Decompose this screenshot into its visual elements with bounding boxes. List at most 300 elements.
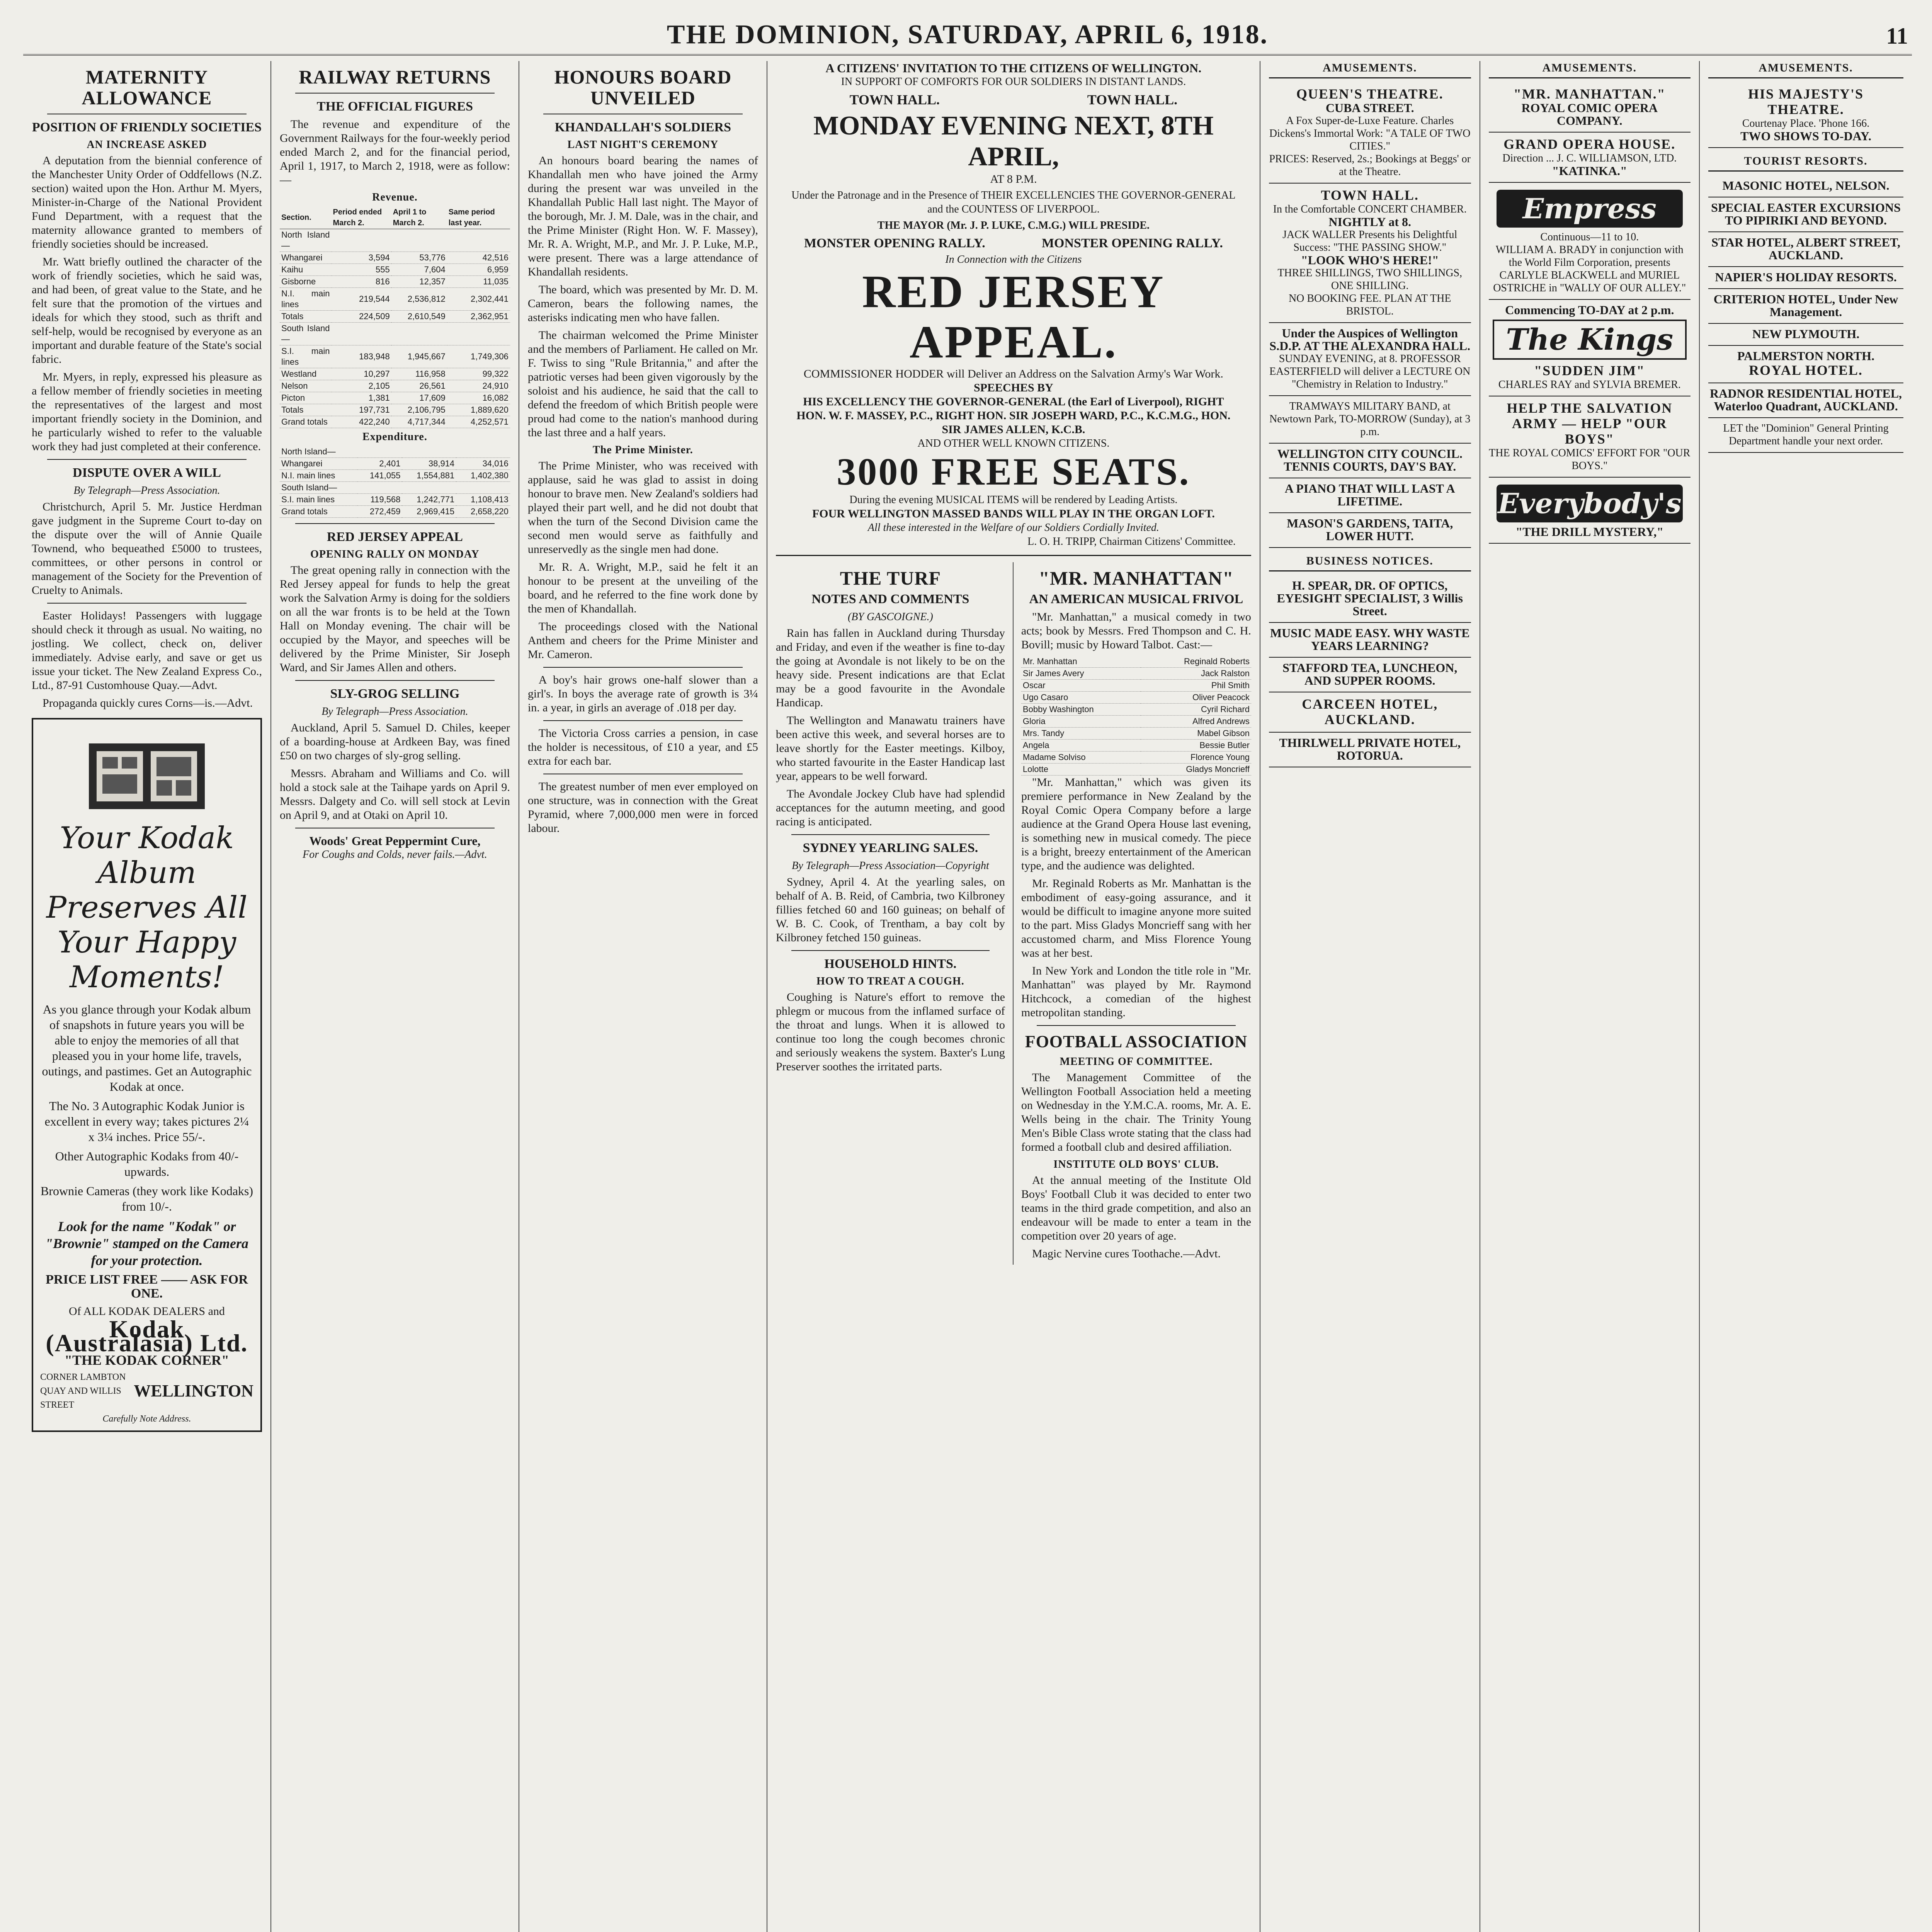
- table-row: [280, 506, 510, 518]
- table-row: [280, 288, 510, 311]
- kodak-brownie: Brownie Cameras (they work like Kodaks) from 10/-.: [40, 1184, 253, 1213]
- paragraph: The Wellington and Manawatu trainers have been active this week, and several horses are to leave shortly for the Easter meetings. Kilboy, who started favourite in the Easter Handicap last year, appears to be well forward.: [776, 714, 1005, 782]
- ad-title: HIS MAJESTY'S THEATRE.: [1748, 86, 1864, 117]
- ad-body: MUSIC MADE EASY. WHY WASTE YEARS LEARNING?: [1270, 626, 1470, 653]
- ad-body: WILLIAM A. BRADY in conjunction with the World Film Corporation, presents CARLYLE BLACKWELL and MURIEL OSTRICHE in "WALLY OF OUR ALLEY.": [1493, 244, 1686, 294]
- table-cell: Ugo Casaro: [1021, 692, 1141, 704]
- article-subtitle: NOTES AND COMMENTS: [811, 592, 969, 606]
- ad-subtitle: CUBA STREET.: [1325, 101, 1414, 115]
- article-title-maternity: MATERNITY ALLOWANCE: [82, 66, 212, 109]
- table-cell: 6,959: [447, 264, 510, 276]
- paragraph: Mr. R. A. Wright, M.P., said he felt it an honour to be present at the unveiling of the board, and he referred to the fine work done by the men of Khandallah.: [527, 561, 758, 615]
- ad-thirlwell: [1269, 733, 1471, 767]
- table-row: [280, 470, 510, 482]
- ad-title: ROYAL HOTEL.: [1749, 362, 1863, 378]
- ad-body: TRAMWAYS MILITARY BAND, at Newtown Park, TO-MORROW (Sunday), at 3 p.m.: [1269, 400, 1471, 438]
- article-title-turf: THE TURF: [840, 567, 941, 589]
- ad-empress: [1489, 183, 1691, 300]
- table-cell: 272,459: [357, 506, 402, 518]
- table-cell: Oliver Peacock: [1141, 692, 1251, 704]
- table-cell: Grand totals: [280, 416, 332, 428]
- divider: [295, 93, 495, 94]
- ad-his-majestys: [1708, 82, 1903, 148]
- table-cell: 7,604: [391, 264, 447, 276]
- table-cell: 219,544: [332, 288, 391, 311]
- ad-title: HELP THE SALVATION ARMY — HELP "OUR BOYS": [1507, 400, 1673, 447]
- table-cell: Alfred Andrews: [1141, 716, 1251, 728]
- table-cell: 2,969,415: [402, 506, 456, 518]
- table-row: [280, 380, 510, 392]
- commissioner-line: COMMISSIONER HODDER will Deliver an Address on the Salvation Army's War Work.: [803, 367, 1223, 380]
- table-cell: 53,776: [391, 252, 447, 264]
- column-6: [1260, 61, 1480, 1932]
- ad-piano: [1269, 478, 1471, 513]
- table-cell: Gladys Moncrieff: [1141, 764, 1251, 776]
- table-cell: 24,910: [447, 380, 510, 392]
- table-row: [280, 229, 510, 252]
- cast-row: [1021, 680, 1251, 692]
- table-cell: 116,958: [391, 368, 447, 380]
- ad-body: NEW PLYMOUTH.: [1752, 327, 1860, 341]
- masthead: [23, 12, 1912, 56]
- ad-spear: [1269, 575, 1471, 623]
- divider: [1037, 1025, 1236, 1026]
- rally-label: MONSTER OPENING RALLY.: [804, 236, 985, 250]
- paragraph: Auckland, April 5. Samuel D. Chiles, keeper of a boarding-house at Ardkeen Bay, was fined £50 on two charges of sly-grog selling.: [279, 721, 510, 762]
- rally-label: MONSTER OPENING RALLY.: [1041, 236, 1223, 250]
- cast-row: [1021, 740, 1251, 752]
- table-cell: Grand totals: [280, 506, 357, 518]
- table-cell: 1,945,667: [391, 345, 447, 368]
- section-heading: AMUSEMENTS.: [1489, 61, 1691, 78]
- table-cell: 119,568: [357, 494, 402, 506]
- ad-body: CHARLES RAY and SYLVIA BREMER.: [1498, 379, 1681, 391]
- ad-body: Commencing TO-DAY at 2 p.m.: [1505, 303, 1674, 317]
- table-cell: South Island—: [280, 482, 357, 494]
- ad-body: NO BOOKING FEE. PLAN AT THE BRISTOL.: [1288, 293, 1451, 317]
- article-title-will: DISPUTE OVER A WILL: [73, 466, 221, 480]
- ad-everybodys: [1489, 478, 1691, 544]
- cast-row: [1021, 728, 1251, 740]
- table-cell: 1,749,306: [447, 345, 510, 368]
- table-cell: Oscar: [1021, 680, 1141, 692]
- table-cell: S.I. main lines: [280, 345, 332, 368]
- kodak-headline: Your Kodak Album: [60, 821, 234, 890]
- table-cell: Bobby Washington: [1021, 704, 1141, 716]
- ad-title: "SUDDEN JIM": [1534, 363, 1645, 378]
- ad-body: Continuous—11 to 10.: [1540, 231, 1639, 243]
- kodak-corner: "THE KODAK CORNER": [64, 1352, 229, 1368]
- ad-body: SPECIAL EASTER EXCURSIONS TO PIPIRIKI AND BEYOND.: [1711, 201, 1901, 227]
- table-row: [280, 276, 510, 288]
- event-date: MONDAY EVENING NEXT, 8TH APRIL,: [813, 111, 1214, 172]
- table-cell: N.I. main lines: [280, 470, 357, 482]
- table-cell: 10,297: [332, 368, 391, 380]
- ad-body: NIGHTLY at 8.: [1328, 215, 1412, 229]
- paragraph: Messrs. Abraham and Williams and Co. will hold a stock sale at the Taihape yards on April 9. Messrs. Dalgety and Co. will sell stock at Levin on April 9, and at Otaki on April 10.: [279, 767, 510, 821]
- column-1: [23, 61, 271, 1932]
- table-cell: 11,035: [447, 276, 510, 288]
- table-cell: Gisborne: [280, 276, 332, 288]
- kodak-brand: Kodak (Australasia) Ltd.: [46, 1315, 248, 1357]
- ad-body: THE ROYAL COMICS' EFFORT FOR "OUR BOYS.": [1489, 447, 1690, 472]
- table-cell: 1,242,771: [402, 494, 456, 506]
- table-cell: 3,594: [332, 252, 391, 264]
- ad-body: "KATINKA.": [1552, 164, 1627, 178]
- table-cell: [391, 323, 447, 345]
- ad-radnor: [1708, 383, 1903, 418]
- table-cell: Nelson: [280, 380, 332, 392]
- table-cell: North Island—: [280, 229, 332, 252]
- column-2: [271, 61, 519, 1932]
- cast-row: [1021, 764, 1251, 776]
- table-cell: 555: [332, 264, 391, 276]
- paragraph: "Mr. Manhattan," a musical comedy in two acts; book by Messrs. Fred Thompson and C. H. Bovill; music by Howard Talbot. Cast:—: [1021, 611, 1251, 651]
- table-cell: Lolotte: [1021, 764, 1141, 776]
- article-subtitle: AN AMERICAN MUSICAL FRIVOL: [1029, 592, 1243, 606]
- article-subtitle: THE OFFICIAL FIGURES: [316, 99, 473, 114]
- article-subtitle: OPENING RALLY ON MONDAY: [310, 548, 480, 560]
- byline: By Telegraph—Press Association—Copyright: [792, 860, 989, 872]
- paragraph: Sydney, April 4. At the yearling sales, on behalf of A. B. Reid, of Cambria, two Kilbroney fillies fetched 60 and 160 guineas; on behalf of W. B. C. Cook, of Trentham, a bay colt by Kilbroney fetched 150 guineas.: [776, 876, 1005, 944]
- ad-body: A Fox Super-de-Luxe Feature. Charles Dickens's Immortal Work: "A TALE OF TWO CITIES.": [1269, 115, 1471, 152]
- ad-masonic: [1708, 175, 1903, 197]
- ad-body: PALMERSTON NORTH.: [1737, 349, 1875, 363]
- paragraph: An honours board bearing the names of Khandallah men who have joined the Army during the present war was unveiled in the Khandallah Public Hall last night. The Mayor of the borough, Mr. J. M. Dale, was in the chair, and the Prime Minister (Right Hon. W. F. Massey), Mr. R. A. Wright, M.P., and Mr. J. P. Luke, M.P., were present. There was a large attendance of Khandallah residents.: [527, 154, 758, 278]
- table-row: [280, 482, 510, 494]
- cast-row: [1021, 692, 1251, 704]
- ad-subtitle: Courtenay Place. 'Phone 166.: [1742, 117, 1870, 129]
- paragraph: "Mr. Manhattan," which was given its premiere performance in New Zealand by the Royal Comic Opera Company before a large audience at the Grand Opera House last evening, is something new in musical comedy. The piece is a bright, breezy entertainment of the American type, and the audience was delighted.: [1021, 776, 1251, 872]
- ad-body: SUNDAY EVENING, at 8. PROFESSOR EASTERFIELD will deliver a LECTURE ON "Chemistry in Relation to Industry.": [1269, 353, 1471, 390]
- column-3: [519, 61, 767, 1932]
- divider: [543, 667, 743, 668]
- section-heading: The Prime Minister.: [592, 444, 693, 456]
- cast-row: [1021, 716, 1251, 728]
- table-cell: Totals: [280, 404, 332, 416]
- table-cell: Whangarei: [280, 252, 332, 264]
- ad-body: NAPIER'S HOLIDAY RESORTS.: [1715, 270, 1897, 284]
- paragraph: Mr. Watt briefly outlined the character of the work of friendly societies, which he said was, and had been, of great value to the State, and he felt sure that the promotion of the virtues and ideals for which they stood, such as thrift and self-help, would be recognised by everyone as an important and durable feature of the State's social fabric.: [32, 255, 262, 366]
- paragraph: The Victoria Cross carries a pension, in case the holder is necessitous, of £10 a year, and £5 extra for each bar.: [527, 727, 758, 767]
- table-cell: 17,609: [391, 392, 447, 404]
- ad-title: Under the Auspices of Wellington S.D.P. AT THE ALEXANDRA HALL.: [1269, 326, 1471, 353]
- divider: [47, 603, 247, 604]
- table-cell: 42,516: [447, 252, 510, 264]
- kodak-other: Other Autographic Kodaks from 40/- upwards.: [55, 1149, 239, 1179]
- table-cell: 2,105: [332, 380, 391, 392]
- table-cell: 1,108,413: [456, 494, 510, 506]
- table-row: [280, 252, 510, 264]
- column-7: [1480, 61, 1700, 1932]
- signature: L. O. H. TRIPP, Chairman Citizens' Committee.: [1027, 536, 1236, 548]
- paragraph: The greatest number of men ever employed on one structure, was in connection with the Great Pyramid, where 7,000,000 men were in forced labour.: [527, 780, 758, 835]
- kodak-city: WELLINGTON: [134, 1381, 253, 1400]
- ad-title: CARCEEN HOTEL, AUCKLAND.: [1302, 696, 1438, 727]
- divider: [791, 950, 990, 951]
- mayor-line: THE MAYOR (Mr. J. P. LUKE, C.M.G.) WILL PRESIDE.: [877, 219, 1150, 231]
- paragraph: The chairman welcomed the Prime Minister and the members of Parliament. He called on Mr. F. Twiss to sing "Rule Britannia," and after the patriotic verses had been given vigorously by the soloist and his audience, he said that the call to defend the freedom of which British people were proud had come to the nation's manhood during the last three and a half years.: [527, 329, 758, 439]
- cast-row: [1021, 656, 1251, 668]
- table-caption: Expenditure.: [362, 431, 427, 443]
- ad-body: WELLINGTON CITY COUNCIL. TENNIS COURTS, DAY'S BAY.: [1277, 447, 1463, 473]
- ad-new-plymouth: [1708, 324, 1903, 346]
- ad-body: RADNOR RESIDENTIAL HOTEL, Waterloo Quadrant, AUCKLAND.: [1710, 386, 1902, 413]
- notice-easter: Easter Holidays! Passengers with luggage should check it through as usual. No waiting, no jostling. We collect, check on, deliver immediately. Advise early, and save or get us issue your ticket. The New Zealand Express Co., Ltd., 87-91 Customhouse Quay.—Advt.: [32, 609, 262, 692]
- table-cell: [357, 482, 402, 494]
- ad-tramways: [1269, 396, 1471, 444]
- table-cell: 2,362,951: [447, 311, 510, 323]
- ad-music: [1269, 623, 1471, 658]
- table-cell: 99,322: [447, 368, 510, 380]
- article-title-sydney: SYDNEY YEARLING SALES.: [803, 841, 978, 855]
- table-cell: 224,509: [332, 311, 391, 323]
- table-row: [280, 416, 510, 428]
- table-cell: 197,731: [332, 404, 391, 416]
- table-cell: Cyril Richard: [1141, 704, 1251, 716]
- table-cell: 816: [332, 276, 391, 288]
- table-cell: Angela: [1021, 740, 1141, 752]
- table-row: [280, 323, 510, 345]
- kodak-advertisement: [32, 718, 262, 1432]
- table-cell: 2,106,795: [391, 404, 447, 416]
- table-cell: 26,561: [391, 380, 447, 392]
- article-title-household: HOUSEHOLD HINTS.: [824, 957, 957, 971]
- cast-list: [1021, 656, 1251, 776]
- table-cell: [332, 229, 391, 252]
- article-subtitle: POSITION OF FRIENDLY SOCIETIES: [32, 120, 262, 134]
- table-row: [280, 368, 510, 380]
- kodak-note: Carefully Note Address.: [102, 1414, 191, 1424]
- paragraph: A deputation from the biennial conference of the Manchester Unity Order of Oddfellows (N.Z. section) waited upon the Hon. Arthur M. Myers, Minister-in-Charge of the National Provident Fund Department, with a request that the maternity allowance granted to members of friendly societies should be increased.: [32, 154, 262, 250]
- article-title-football: FOOTBALL ASSOCIATION: [1025, 1032, 1248, 1051]
- table-cell: 34,016: [456, 458, 510, 470]
- byline: By Telegraph—Press Association.: [73, 485, 220, 497]
- table-cell: 1,554,881: [402, 470, 456, 482]
- ad-subtitle: In the Comfortable CONCERT CHAMBER.: [1273, 203, 1467, 215]
- ad-body: MASONIC HOTEL, NELSON.: [1722, 179, 1889, 192]
- paragraph: Mr. Reginald Roberts as Mr. Manhattan is the embodiment of easy-going assurance, and it would be difficult to imagine anyone more suited to the part. Miss Gladys Moncrieff sang with her accustomed charm, and Miss Florence Young was at her best.: [1021, 877, 1251, 959]
- ad-title: TOWN HALL.: [1321, 187, 1419, 203]
- divider: [295, 523, 495, 524]
- ad-body: H. SPEAR, DR. OF OPTICS, EYESIGHT SPECIALIST, 3 Willis Street.: [1277, 578, 1463, 618]
- article-subtitle: MEETING OF COMMITTEE.: [1060, 1056, 1213, 1068]
- table-cell: 2,536,812: [391, 288, 447, 311]
- table-cell: 2,610,549: [391, 311, 447, 323]
- ad-tennis: [1269, 444, 1471, 478]
- table-cell: 2,401: [357, 458, 402, 470]
- ad-help-army: [1489, 396, 1691, 478]
- ad-title: "MR. MANHATTAN.": [1513, 86, 1666, 102]
- table-cell: Florence Young: [1141, 752, 1251, 764]
- article-subtitle: KHANDALLAH'S SOLDIERS: [554, 120, 731, 134]
- table-cell: North Island—: [280, 446, 357, 458]
- table-cell: 38,914: [402, 458, 456, 470]
- ad-star-hotel: [1708, 232, 1903, 267]
- paragraph: Christchurch, April 5. Mr. Justice Herdman gave judgment in the Supreme Court to-day on the dispute over the will of Annie Quaile Townend, who bequeathed £5000 to trustees, committees, or other persons in control or management of the Society for the Prevention of Cruelty to Animals.: [32, 500, 262, 597]
- kodak-headline: Preserves All: [46, 890, 248, 925]
- everybodys-logo: Everybody's: [1497, 485, 1683, 522]
- paragraph: The Management Committee of the Wellington Football Association held a meeting on Wednesday in the Y.M.C.A. rooms, Mr. A. E. Wells being in the chair. The Trinity Young Men's Bible Class wrote stating that the class had formed a football club and desired affiliation.: [1021, 1071, 1251, 1153]
- event-time: AT 8 P.M.: [990, 173, 1037, 185]
- paragraph: The revenue and expenditure of the Government Railways for the four-weekly period ended March 2, and for the financial period, April 1, 1917, to March 2, 1918, were as follow:—: [279, 118, 510, 186]
- speakers: HIS EXCELLENCY THE GOVERNOR-GENERAL (the Earl of Liverpool), RIGHT HON. W. F. MASSEY, P.C., RIGHT HON. SIR JOSEPH WARD, P.C., K.C.M.G., HON. SIR JAMES ALLEN, K.C.B.: [796, 395, 1231, 436]
- ad-kings: [1489, 300, 1691, 396]
- table-cell: Westland: [280, 368, 332, 380]
- kings-logo: The Kings: [1493, 320, 1687, 360]
- empress-logo: Empress: [1497, 190, 1683, 228]
- column-8: [1700, 61, 1912, 1932]
- table-caption: Revenue.: [372, 191, 418, 203]
- speeches-label: SPEECHES BY: [973, 381, 1053, 394]
- patronage: Under the Patronage and in the Presence of THEIR EXCELLENCIES THE GOVERNOR-GENERAL and the COUNTESS OF LIVERPOOL.: [791, 189, 1236, 215]
- ad-body: A PIANO THAT WILL LAST A LIFETIME.: [1284, 481, 1455, 508]
- kodak-body: As you glance through your Kodak album of snapshots in future years you will be able to enjoy the memories of all that pleased you in your home life, travels, outings, and pastimes. Get an Autographic Kodak at once.: [42, 1002, 252, 1094]
- page-title: THE DOMINION, SATURDAY, APRIL 6, 1918.: [667, 20, 1269, 49]
- article-subtitle: LAST NIGHT'S CEREMONY: [567, 139, 719, 151]
- table-cell: 16,082: [447, 392, 510, 404]
- connection-line: In Connection with the Citizens: [945, 253, 1082, 265]
- table-cell: South Island—: [280, 323, 332, 345]
- divider: [776, 555, 1251, 556]
- paragraph: Rain has fallen in Auckland during Thursday and Friday, and even if the weather is fine to-day the going at Avondale is not likely to be on the heavy side. Present indications are that Eclat may be a good favourite in the Avondale Handicap.: [776, 627, 1005, 709]
- divider: [791, 834, 990, 835]
- table-header: Same period last year.: [447, 206, 510, 229]
- article-title-manhattan: "MR. MANHATTAN": [1039, 567, 1234, 589]
- column-4-5: [767, 61, 1260, 1932]
- ad-dominion-printing: [1708, 418, 1903, 453]
- railway-revenue-table: [280, 206, 510, 428]
- byline: (BY GASCOIGNE.): [847, 611, 933, 623]
- table-cell: [402, 482, 456, 494]
- section-heading: TOURIST RESORTS.: [1708, 154, 1903, 172]
- table-cell: Totals: [280, 311, 332, 323]
- table-row: [280, 458, 510, 470]
- table-cell: Jack Ralston: [1141, 668, 1251, 680]
- ad-body: THIRLWELL PRIVATE HOTEL, ROTORUA.: [1279, 736, 1461, 762]
- table-cell: 12,357: [391, 276, 447, 288]
- ad-carceen: [1269, 692, 1471, 733]
- ad-mr-manhattan: [1489, 82, 1691, 133]
- invite-all: All these interested in the Welfare of our Soldiers Cordially Invited.: [867, 522, 1159, 534]
- table-row: [280, 404, 510, 416]
- kodak-price: PRICE LIST FREE —— ASK FOR ONE.: [46, 1272, 248, 1301]
- kodak-headline: Your Happy Moments!: [57, 925, 236, 995]
- table-cell: Madame Solviso: [1021, 752, 1141, 764]
- table-cell: [456, 446, 510, 458]
- table-cell: 183,948: [332, 345, 391, 368]
- table-cell: [402, 446, 456, 458]
- ad-body: TWO SHOWS TO-DAY.: [1740, 129, 1871, 143]
- byline: By Telegraph—Press Association.: [321, 706, 468, 718]
- ad-body: THREE SHILLINGS, TWO SHILLINGS, ONE SHILLING.: [1277, 267, 1463, 292]
- paragraph: The Prime Minister, who was received with applause, said he was glad to assist in doing honour to brave men. New Zealand's soldiers had played their part well, and he did not doubt that when the turn of the Second Division came the second men would serve as faithfully and unreservedly as the single men had done.: [527, 459, 758, 556]
- article-subtitle: INSTITUTE OLD BOYS' CLUB.: [1053, 1158, 1219, 1170]
- ad-body: "LOOK WHO'S HERE!": [1301, 253, 1439, 267]
- table-cell: Bessie Butler: [1141, 740, 1251, 752]
- table-cell: Kaihu: [280, 264, 332, 276]
- ad-subtitle: ROYAL COMIC OPERA COMPANY.: [1521, 101, 1658, 128]
- divider: [47, 459, 247, 460]
- table-row: [280, 494, 510, 506]
- hall-right: TOWN HALL.: [1087, 92, 1178, 107]
- article-subtitle: HOW TO TREAT A COUGH.: [816, 975, 964, 987]
- table-cell: [447, 229, 510, 252]
- ad-body: CRITERION HOTEL, Under New Management.: [1713, 292, 1898, 319]
- paragraph: In New York and London the title role in "Mr. Manhattan" was played by Mr. Raymond Hitchcock, a comedian of the highest metropolitan standing.: [1021, 964, 1251, 1019]
- table-cell: [456, 482, 510, 494]
- section-heading: BUSINESS NOTICES.: [1269, 554, 1471, 571]
- notice-nervine: Magic Nervine cures Toothache.—Advt.: [1032, 1247, 1221, 1260]
- cast-row: [1021, 704, 1251, 716]
- invite-subline: IN SUPPORT OF COMFORTS FOR OUR SOLDIERS IN DISTANT LANDS.: [841, 76, 1186, 88]
- column-4: [776, 562, 1014, 1265]
- ad-town-hall: [1269, 184, 1471, 323]
- table-cell: [357, 446, 402, 458]
- ad-body: PRICES: Reserved, 2s.; Bookings at Beggs' or at the Theatre.: [1269, 153, 1471, 178]
- table-cell: Gloria: [1021, 716, 1141, 728]
- table-cell: 4,717,344: [391, 416, 447, 428]
- table-cell: Mabel Gibson: [1141, 728, 1251, 740]
- columns: [23, 61, 1912, 1932]
- items-line: During the evening MUSICAL ITEMS will be rendered by Leading Artists.: [849, 494, 1178, 506]
- paragraph: The board, which was presented by Mr. D. M. Cameron, bears the following names, the asterisks indicating men who have fallen.: [527, 283, 758, 324]
- ad-peppermint: Woods' Great Peppermint Cure,: [309, 834, 481, 848]
- notice-propaganda: Propaganda quickly cures Corns—is.—Advt.: [43, 697, 253, 709]
- ad-title: QUEEN'S THEATRE.: [1296, 86, 1444, 102]
- kodak-look: Look for the name "Kodak" or "Brownie" stamped on the Camera for your protection.: [45, 1219, 248, 1268]
- divider: [543, 720, 743, 721]
- table-row: [280, 311, 510, 323]
- table-cell: 1,402,380: [456, 470, 510, 482]
- table-row: [280, 345, 510, 368]
- hall-left: TOWN HALL.: [849, 92, 940, 107]
- ad-stafford: [1269, 658, 1471, 692]
- table-cell: [391, 229, 447, 252]
- free-seats: 3000 FREE SEATS.: [837, 450, 1190, 493]
- article-title-red-jersey: RED JERSEY APPEAL: [327, 530, 463, 544]
- table-cell: Mr. Manhattan: [1021, 656, 1141, 668]
- red-jersey-banner: RED JERSEY APPEAL.: [862, 266, 1165, 367]
- article-title-sly-grog: SLY-GROG SELLING: [330, 687, 460, 701]
- table-cell: S.I. main lines: [280, 494, 357, 506]
- table-row: [280, 446, 510, 458]
- table-cell: [447, 323, 510, 345]
- table-cell: Picton: [280, 392, 332, 404]
- ad-body: JACK WALLER Presents his Delightful Success: "THE PASSING SHOW.": [1282, 229, 1458, 253]
- paragraph: The Avondale Jockey Club have had splendid acceptances for the autumn meeting, and good racing is anticipated.: [776, 787, 1005, 828]
- ad-pipiriki: [1708, 197, 1903, 232]
- column-5: [1014, 562, 1251, 1265]
- divider: [295, 680, 495, 681]
- cast-row: [1021, 668, 1251, 680]
- album-illustration: [81, 728, 213, 817]
- kodak-address: CORNER LAMBTON QUAY AND WILLIS STREET: [40, 1372, 126, 1410]
- table-cell: Mrs. Tandy: [1021, 728, 1141, 740]
- cast-row: [1021, 752, 1251, 764]
- table-cell: Phil Smith: [1141, 680, 1251, 692]
- paragraph: A boy's hair grows one-half slower than a girl's. In boys the average rate of growth is 3¼ in. a year, in girls an average of .018 per day.: [527, 673, 758, 714]
- ad-body: STAFFORD TEA, LUNCHEON, AND SUPPER ROOMS.: [1282, 661, 1458, 687]
- ad-queens-theatre: [1269, 82, 1471, 184]
- ad-body: "THE DRILL MYSTERY,": [1515, 525, 1664, 539]
- section-heading: AMUSEMENTS.: [1269, 61, 1471, 78]
- table-cell: 4,252,571: [447, 416, 510, 428]
- table-header: April 1 to March 2.: [391, 206, 447, 229]
- ad-title: GRAND OPERA HOUSE.: [1503, 136, 1676, 152]
- article-title-railway: RAILWAY RETURNS: [299, 66, 491, 88]
- ad-body: MASON'S GARDENS, TAITA, LOWER HUTT.: [1287, 516, 1453, 543]
